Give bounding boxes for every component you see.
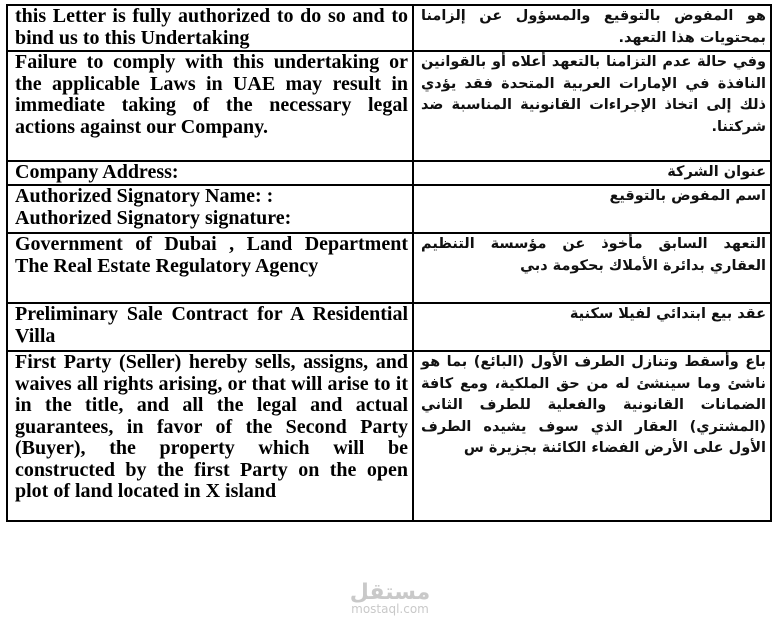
arabic-cell: عنوان الشركة [413, 161, 771, 185]
table-row [7, 161, 771, 185]
arabic-cell: وفي حالة عدم التزامنا بالتعهد أعلاه أو بالقوانين النافذة في الإمارات العربية المتحدة فقد يؤدي ذلك إلى اتخاذ الإجراءات القانونية المناسبة ضد شركتنا. [413, 51, 771, 161]
table-row [7, 303, 771, 351]
table-row [7, 51, 771, 161]
arabic-cell: هو المفوض بالتوقيع والمسؤول عن إلزامنا بمحتويات هذا التعهد. [413, 5, 771, 51]
table-row [7, 351, 771, 521]
table-row [7, 5, 771, 51]
english-cell [7, 185, 413, 233]
english-cell: Government of Dubai , Land Department The Real Estate Regulatory Agency [7, 233, 413, 303]
signatory-name-label: Authorized Signatory Name: : [15, 185, 274, 207]
arabic-cell: التعهد السابق مأخوذ عن مؤسسة التنظيم العقاري بدائرة الأملاك بحكومة دبي [413, 233, 771, 303]
arabic-cell: باع وأسقط وتنازل الطرف الأول (البائع) بما هو ناشئ وما سينشئ له من حق الملكية، ومع كافة الضمانات القانونية والفعلية للطرف الثاني (المشتري) العقار الذي سوف يشيده الطرف الأول على الأرض الفضاء الكائنة بجزيرة س [413, 351, 771, 521]
english-cell: Preliminary Sale Contract for A Residential Villa [7, 303, 413, 351]
mostaql-watermark [330, 580, 450, 616]
english-cell: Failure to comply with this undertaking or the applicable Laws in UAE may result in immediate taking of the necessary legal actions against our Company. [7, 51, 413, 161]
table-row [7, 233, 771, 303]
english-cell: Company Address: [7, 161, 413, 185]
english-cell: First Party (Seller) hereby sells, assigns, and waives all rights arising, or that will arise to it in the title, and all the legal and actual guarantees, in favor of the Second Party (Buyer), the property which will be constructed by the first Party on the open plot of land located in X island [7, 351, 413, 521]
english-cell: this Letter is fully authorized to do so and to bind us to this Undertaking [7, 5, 413, 51]
arabic-cell: عقد بيع ابتدائي لفيلا سكنية [413, 303, 771, 351]
signatory-signature-label: Authorized Signatory signature: [15, 206, 292, 229]
watermark-logo: مستقل [349, 580, 431, 605]
watermark-url: mostaql.com [351, 602, 429, 616]
bilingual-undertaking-table [6, 4, 772, 522]
arabic-cell: اسم المفوض بالتوقيع [413, 185, 771, 233]
table-row [7, 185, 771, 233]
